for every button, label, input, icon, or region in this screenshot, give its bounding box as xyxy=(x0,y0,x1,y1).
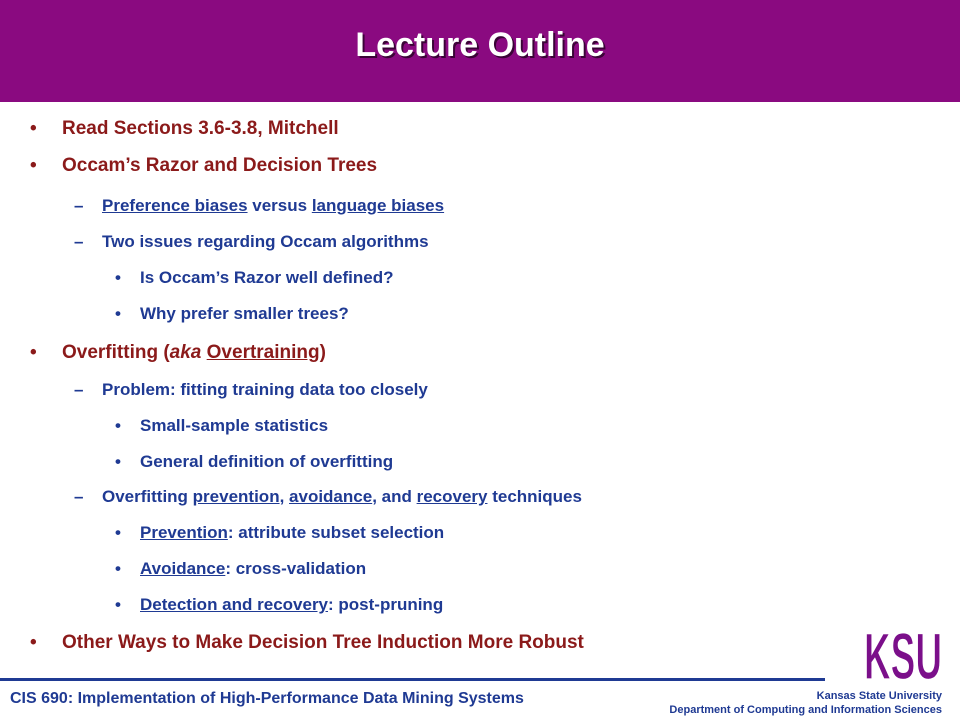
bullet-dot: • xyxy=(30,632,37,653)
dash-marker: – xyxy=(74,232,84,251)
dash-marker: – xyxy=(74,196,84,215)
subsubbullet-well-defined: • Is Occam’s Razor well defined? xyxy=(115,268,394,287)
university-name: Kansas State University xyxy=(816,690,942,702)
dash-marker: – xyxy=(74,380,84,399)
bullet-other-ways: • Other Ways to Make Decision Tree Induction More Robust xyxy=(30,632,584,653)
subsubbullet-general-definition: • General definition of overfitting xyxy=(115,452,394,471)
subsubbullet-small-sample: • Small-sample statistics xyxy=(115,416,329,435)
bullet-dot: • xyxy=(115,304,121,323)
subbullet-two-issues: – Two issues regarding Occam algorithms xyxy=(74,232,429,251)
bullet-dot: • xyxy=(115,268,121,287)
bullet-dot: • xyxy=(30,118,37,139)
subbullet-biases: – Preference biases versus language biases xyxy=(74,196,445,215)
bullet-dot: • xyxy=(115,523,121,542)
ksu-logo-text: KSU xyxy=(864,619,942,685)
term-language-biases: language biases xyxy=(311,196,445,215)
subsubbullet-avoidance: • Avoidance: cross-validation xyxy=(115,559,367,578)
term-avoidance: avoidance xyxy=(289,487,373,506)
term-overtraining: Overtraining xyxy=(206,342,320,363)
footer-rule xyxy=(0,678,825,681)
bullet-dot: • xyxy=(115,595,121,614)
course-title: CIS 690: Implementation of High-Performance Data Mining Systems xyxy=(10,690,524,707)
ksu-logo xyxy=(862,619,944,685)
footer-affiliation xyxy=(669,689,942,717)
bullet-dot: • xyxy=(30,342,37,363)
bullet-dot: • xyxy=(115,559,121,578)
term-recovery: recovery xyxy=(416,487,488,506)
subsubbullet-smaller-trees: • Why prefer smaller trees? xyxy=(115,304,349,323)
subsubbullet-prevention: • Prevention: attribute subset selection xyxy=(115,523,445,542)
subsubbullet-detection: • Detection and recovery: post-pruning xyxy=(115,595,444,614)
bullet-dot: • xyxy=(115,452,121,471)
term-prevention: prevention xyxy=(192,487,280,506)
bullet-dot: • xyxy=(115,416,121,435)
bullet-overfitting: • Overfitting (aka Overtraining) xyxy=(30,342,326,363)
subbullet-techniques: – Overfitting prevention, avoidance, and recovery techniques xyxy=(74,487,582,506)
department-name: Department of Computing and Information Sciences xyxy=(669,704,942,716)
slide-title: Lecture Outline xyxy=(355,26,605,64)
subbullet-problem: – Problem: fitting training data too closely xyxy=(74,380,428,399)
bullet-read-sections: • Read Sections 3.6-3.8, Mitchell xyxy=(30,118,339,139)
dash-marker: – xyxy=(74,487,84,506)
term-preference-biases: Preference biases xyxy=(102,196,248,215)
bullet-dot: • xyxy=(30,155,37,176)
bullet-occams-razor: • Occam’s Razor and Decision Trees xyxy=(30,155,378,176)
